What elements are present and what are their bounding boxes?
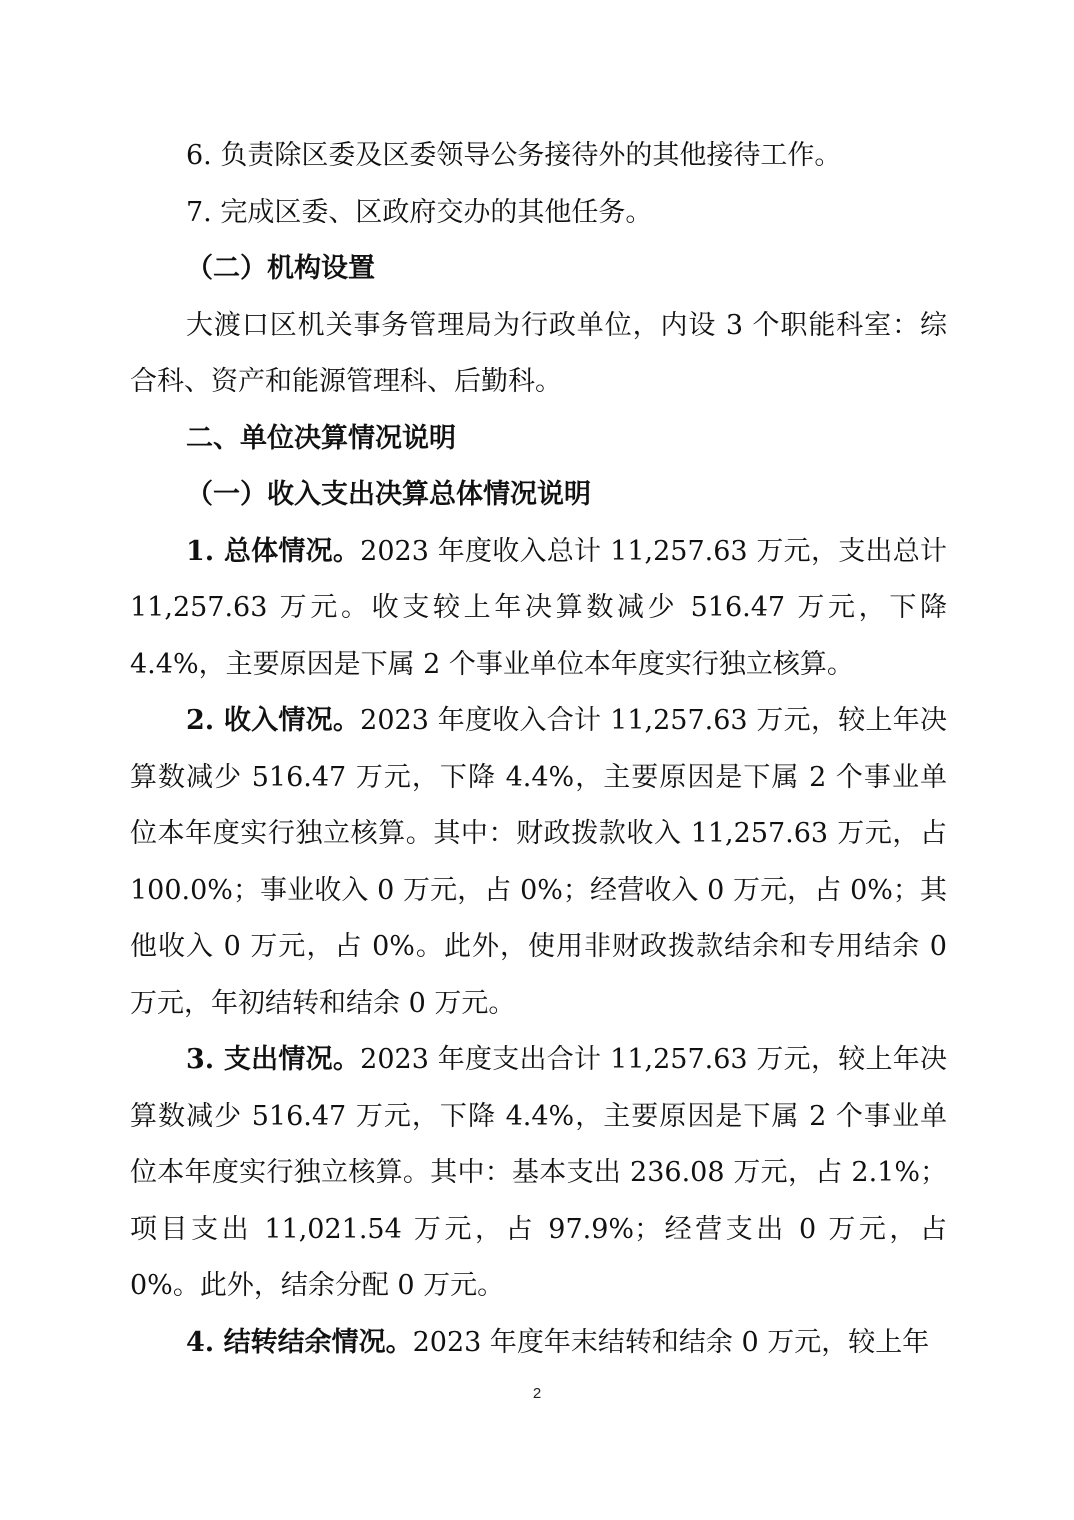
- section-two-heading: [130, 411, 947, 468]
- organization-heading-text: （二）机构设置: [186, 253, 375, 284]
- expenditure-situation-paragraph: [130, 1032, 947, 1315]
- expenditure-situation-text: 2023 年度支出合计 11,257.63 万元，较上年决算数减少 516.47 万元，下降 4.4%，主要原因是下属 2 个事业单位本年度实行独立核算。其中：基本支出 236.08 万元，占 2.1%；项目支出 11,021.54 万元，占 97.9%；经营支出 0 万元，占 0%。此外，结余分配 0 万元。: [130, 1044, 947, 1301]
- section-two-heading-text: 二、单位决算情况说明: [186, 422, 456, 454]
- duty-item-6-text: 6. 负责除区委及区委领导公务接待外的其他接待工作。: [186, 140, 842, 171]
- carryover-balance-text: 2023 年度年末结转和结余 0 万元，较上年: [412, 1326, 930, 1358]
- income-expenditure-overview-heading-text: （一）收入支出决算总体情况说明: [186, 479, 591, 510]
- overall-situation-paragraph: [130, 524, 947, 694]
- income-situation-text: 2023 年度收入合计 11,257.63 万元，较上年决算数减少 516.47 万元，下降 4.4%，主要原因是下属 2 个事业单位本年度实行独立核算。其中：财政拨款收入 11,257.63 万元，占 100.0%；事业收入 0 万元，占 0%；经营收入 0 万元，占 0%；其他收入 0 万元，占 0%。此外，使用非财政拨款结余和专用结余 0 万元，年初结转和结余 0 万元。: [130, 705, 947, 1019]
- carryover-balance-label: 4. 结转结余情况。: [186, 1326, 413, 1358]
- duty-item-6: [130, 128, 947, 185]
- organization-description: [130, 298, 947, 411]
- duty-item-7: [130, 185, 947, 242]
- document-body: [130, 128, 947, 1371]
- carryover-balance-paragraph: [130, 1315, 947, 1372]
- expenditure-situation-label: 3. 支出情况。: [186, 1044, 361, 1075]
- organization-heading: [130, 241, 947, 298]
- duty-item-7-text: 7. 完成区委、区政府交办的其他任务。: [186, 196, 653, 228]
- overall-situation-label: 1. 总体情况。: [186, 535, 361, 567]
- overall-situation-text: 2023 年度收入总计 11,257.63 万元，支出总计 11,257.63 万元。收支较上年决算数减少 516.47 万元，下降 4.4%，主要原因是下属 2 个事业单位本年度实行独立核算。: [130, 535, 947, 680]
- income-situation-label: 2. 收入情况。: [186, 705, 361, 736]
- income-situation-paragraph: [130, 693, 947, 1032]
- income-expenditure-overview-heading: [130, 467, 947, 524]
- organization-description-text: 大渡口区机关事务管理局为行政单位，内设 3 个职能科室：综合科、资产和能源管理科、后勤科。: [130, 309, 947, 397]
- page-number: 2: [532, 1385, 542, 1402]
